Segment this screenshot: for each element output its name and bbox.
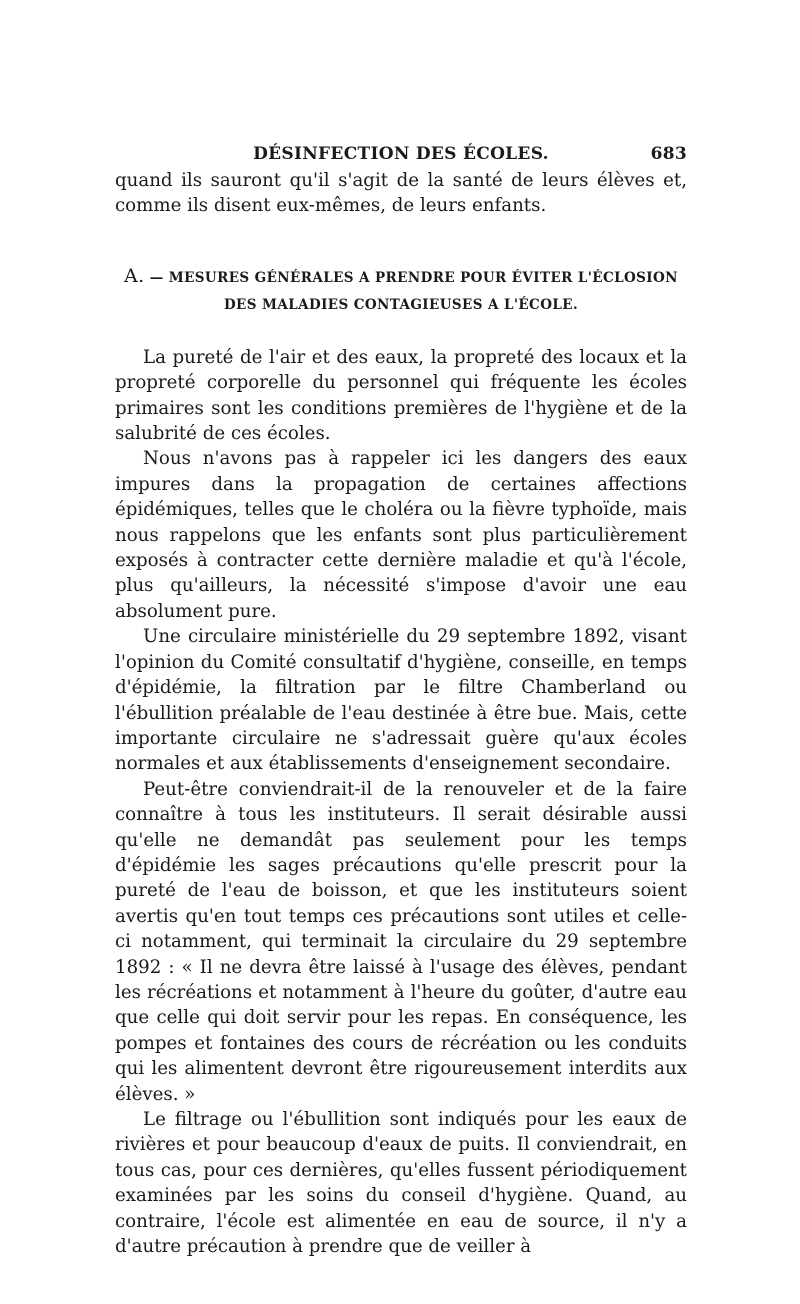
section-heading	[115, 263, 687, 319]
book-page	[115, 138, 687, 1259]
running-head-title: DÉSINFECTION DES ÉCOLES.	[253, 144, 549, 164]
paragraph: Une circulaire ministérielle du 29 septembre 1892, visant l'opinion du Comité consultatif d'hygiène, conseille, en temps d'épidémie, la filtration par le filtre Chamberland ou l'ébullition préalable de l'eau destinée à être bue. Mais, cette importante circulaire ne s'adressait guère qu'aux écoles normales et aux établissements d'enseignement secondaire.	[115, 626, 687, 775]
paragraph: Nous n'avons pas à rappeler ici les dangers des eaux impures dans la propagation de certaines affections épidémiques, telles que le choléra ou la fièvre typhoïde, mais nous rappelons que les enfants sont plus particulièrement exposés à contracter cette dernière maladie et qu'à l'école, plus qu'ailleurs, la nécessité s'impose d'avoir une eau absolument pure.	[115, 448, 687, 622]
paragraph: La pureté de l'air et des eaux, la propreté des locaux et la propreté corporelle du personnel qui fréquente les écoles primaires sont les conditions premières de l'hygiène et de la salubrité de ces écoles.	[115, 346, 687, 445]
continuation-paragraph: quand ils sauront qu'il s'agit de la santé de leurs élèves et, comme ils disent eux-mêmes, de leurs enfants.	[115, 170, 687, 217]
section-heading-line-1: MESURES GÉNÉRALES A PRENDRE POUR ÉVITER L'ÉCLOSION	[168, 269, 678, 286]
section-letter: A.	[124, 264, 145, 287]
running-head	[115, 138, 687, 168]
section-heading-line-2: DES MALADIES CONTAGIEUSES A L'ÉCOLE.	[223, 296, 579, 313]
section-dash: —	[149, 269, 164, 286]
paragraph: Peut-être conviendrait-il de la renouveler et de la faire connaître à tous les instituteurs. Il serait désirable aussi qu'elle ne demandât pas seulement pour les temps d'épidémie les sages précautions qu'elle prescrit pour la pureté de l'eau de boisson, et que les instituteurs soient avertis qu'en tout temps ces précautions sont utiles et celle-ci notamment, qui terminait la circulaire du 29 septembre 1892 : « Il ne devra être laissé à l'usage des élèves, pendant les récréations et notamment à l'heure du goûter, d'autre eau que celle qui doit servir pour les repas. En conséquence, les pompes et fontaines des cours de récréation ou les conduits qui les alimentent devront être rigoureusement interdits aux élèves. »	[115, 778, 687, 1105]
page-number: 683	[650, 144, 687, 164]
paragraph: Le filtrage ou l'ébullition sont indiqués pour les eaux de rivières et pour beaucoup d'eaux de puits. Il conviendrait, en tous cas, pour ces dernières, qu'elles fussent périodiquement examinées par les soins du conseil d'hygiène. Quand, au contraire, l'école est alimentée en eau de source, il n'y a d'autre précaution à prendre que de veiller à	[115, 1109, 687, 1258]
section-body	[115, 345, 687, 1260]
